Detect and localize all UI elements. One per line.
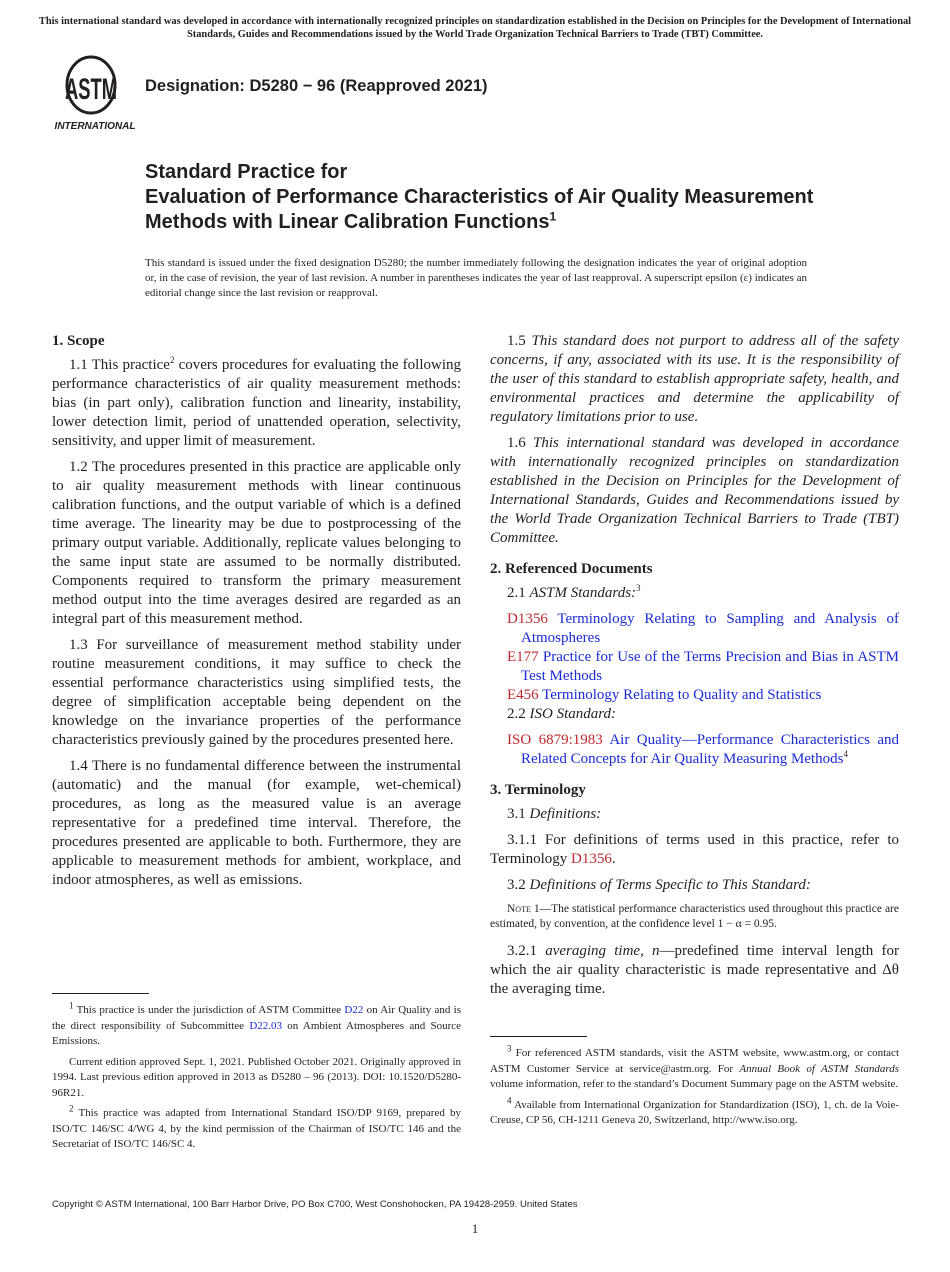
referenced-document	[490, 731, 899, 769]
text-run: Current edition approved Sept. 1, 2021. Published October 2021. Originally approved in 1994. Last previous edition approved in 2013 as D5280 – 96 (2013). DOI: 10.1520/D5280-96R21.	[52, 1055, 461, 1099]
footnote-marker: 4	[843, 749, 848, 759]
title-footnote-marker: 1	[549, 209, 557, 224]
paragraph	[52, 1000, 461, 1050]
text-run: 2. Referenced Documents	[490, 561, 653, 577]
document-link[interactable]: D1356	[571, 851, 612, 867]
section-heading	[52, 332, 461, 351]
paragraph	[490, 1043, 899, 1093]
svg-text:ASTM: ASTM	[65, 73, 117, 106]
footnote-marker: 3	[636, 583, 641, 593]
document-title	[145, 160, 845, 235]
paragraph	[490, 434, 899, 548]
copyright: Copyright © ASTM International, 100 Barr Harbor Drive, PO Box C700, West Conshohocken, PA 19428-2959. United States	[52, 1199, 578, 1210]
document-link[interactable]: D22	[344, 1004, 364, 1016]
text-run: 1.3 For surveillance of measurement method stability under routine measurement conditions, it may suffice to check the essential performance characteristics using simplified tests, the degree of simplification acceptable being dependent on the knowledge on the invariance properties of the performance characteristics previously gained by the procedures presented here.	[52, 637, 461, 748]
referenced-document	[490, 610, 899, 648]
text-run: 1.1 This practice	[69, 357, 170, 373]
text-run: 1.5	[507, 333, 532, 349]
note	[490, 902, 899, 932]
footnote-marker: 3	[507, 1043, 512, 1054]
footnote-marker: 1	[69, 1000, 74, 1011]
footnotes-right	[490, 1043, 899, 1134]
footnote-divider	[52, 993, 149, 994]
text-run: 1.4 There is no fundamental difference between the instrumental (automatic) and the manual (for example, wet-chemical) procedures, as long as the measured value is an average representative for a predefined time interval. Therefore, the procedures presented are applicable to both. Furthermore, they are applicable to measurement methods for ambient, workplace, and indoor atmospheres, as well as emissions.	[52, 758, 461, 888]
text-run: For referenced ASTM standards, visit the ASTM website, www.astm.org, or contact ASTM Customer Service at service@astm.org. For	[490, 1047, 899, 1075]
text-run: 1. Scope	[52, 333, 105, 349]
astm-logo	[55, 55, 135, 133]
document-link[interactable]: ISO 6879:1983	[507, 732, 603, 748]
text-run: Definitions of Terms Specific to This Standard:	[529, 877, 811, 893]
paragraph	[490, 876, 899, 895]
text-run: on Air Quality and is the direct responsibility of Subcommittee	[52, 1004, 461, 1032]
right-column	[490, 332, 899, 1006]
text-run: 1.2 The procedures presented in this practice are applicable only to air quality measurement methods with linear continuous calibration functions, and the output variable of which is a defined time average. The linearity may be due to postprocessing of the primary output variable. Additionally, replicate values belonging to the same input state are assumed to be normally distributed. Components required to transform the primary measurement method output into the time averages desired are regarded as an integral part of this measurement method.	[52, 459, 461, 627]
title-line-2: Evaluation of Performance Characteristics of Air Quality Measurement Methods with Linear Calibration Functions	[145, 186, 814, 233]
text-run: Available from International Organization for Standardization (ISO), 1, ch. de la Voie-Creuse, CP 56, CH-1211 Geneva 20, Switzerland, http://www.iso.org.	[490, 1098, 899, 1126]
referenced-document	[490, 686, 899, 705]
paragraph	[52, 356, 461, 451]
footnote-marker: 4	[507, 1094, 512, 1105]
paragraph	[490, 332, 899, 427]
text-run: 3.1.1 For definitions of terms used in this practice, refer to Terminology	[490, 832, 899, 867]
text-run: covers procedures for evaluating the following performance characteristics of air quality measurement methods: bias (in part only), calibration function and linearity, instability, lower detection limit, period of unattended operation, selectivity, sensitivity, and upper limit of measurement.	[52, 357, 461, 449]
page-number: 1	[471, 1221, 479, 1236]
header-note: This international standard was developed in accordance with internationally recognized principles on standardization established in the Decision on Principles for the Development of International Standards, Guides and Recommendations issued by the World Trade Organization Technical Barriers to Trade (TBT) Committee.	[38, 16, 912, 40]
paragraph	[490, 831, 899, 869]
document-link[interactable]: Terminology Relating to Quality and Statistics	[538, 687, 822, 703]
section-heading	[490, 560, 899, 579]
text-run: .	[611, 851, 616, 867]
svg-text:INTERNATIONAL: INTERNATIONAL	[54, 121, 136, 132]
text-run: 3. Terminology	[490, 782, 586, 798]
document-link[interactable]: E177	[507, 649, 539, 665]
text-run: This practice is under the jurisdiction of ASTM Committee	[73, 1004, 345, 1016]
text-run: 2.1	[507, 585, 530, 601]
title-line-1: Standard Practice for	[145, 161, 348, 183]
paragraph	[52, 1055, 461, 1102]
paragraph	[490, 805, 899, 824]
text-run: Annual Book of ASTM Standards	[739, 1062, 899, 1075]
text-run: 3.1	[507, 806, 530, 822]
issuance-statement: This standard is issued under the fixed designation D5280; the number immediately following the designation indicates the year of original adoption or, in the case of revision, the year of last revision. A number in parentheses indicates the year of last reapproval. A superscript epsilon (ε) indicates an editorial change since the last revision or reapproval.	[145, 257, 807, 299]
paragraph	[490, 584, 899, 603]
text-run: ASTM Standards:	[529, 585, 637, 601]
document-link[interactable]: Air Quality—Performance Characteristics and Related Concepts for Air Quality Measuring Methods	[521, 732, 900, 767]
paragraph	[52, 757, 461, 890]
document-link[interactable]: E456	[507, 687, 539, 703]
designation: Designation: D5280 − 96 (Reapproved 2021)	[145, 77, 488, 95]
text-run: on Ambient Atmospheres and Source Emissions.	[52, 1019, 461, 1047]
left-column	[52, 332, 461, 897]
paragraph	[490, 705, 899, 724]
text-run: This standard does not purport to address all of the safety concerns, if any, associated with its use. It is the responsibility of the user of this standard to establish appropriate safety, health, and environmental practices and determine the applicability of regulatory limitations prior to use.	[490, 333, 900, 425]
footnote-marker: 2	[169, 355, 175, 365]
text-run: 3.2.1	[507, 943, 546, 959]
text-run: 2.2	[507, 706, 530, 722]
text-run: Note 1	[507, 903, 540, 915]
footnote-divider	[490, 1036, 587, 1037]
referenced-document	[490, 648, 899, 686]
text-run: ISO Standard:	[529, 706, 617, 722]
text-run: Definitions:	[529, 806, 602, 822]
paragraph	[52, 458, 461, 629]
text-run: This practice was adapted from International Standard ISO/DP 9169, prepared by ISO/TC 146/SC 4/WG 4, by the kind permission of the Chairman of ISO/TC 146 and the Secretariat of ISO/TC 146/SC 4.	[52, 1107, 461, 1150]
paragraph	[52, 1103, 461, 1153]
text-run: 1.6	[507, 435, 534, 451]
text-run: averaging time, n	[545, 943, 660, 959]
footnotes-left	[52, 1000, 461, 1158]
document-link[interactable]: D1356	[507, 611, 548, 627]
paragraph	[52, 636, 461, 750]
title-main	[145, 185, 845, 235]
document-link[interactable]: D22.03	[249, 1019, 283, 1032]
text-run: volume information, refer to the standard’s Document Summary page on the ASTM website.	[490, 1078, 899, 1090]
paragraph	[490, 942, 899, 999]
document-link[interactable]: Practice for Use of the Terms Precision and Bias in ASTM Test Methods	[521, 649, 899, 684]
text-run: —The statistical performance characteristics used throughout this practice are estimated, by convention, at the confidence level 1 − α = 0.95.	[490, 903, 899, 930]
document-link[interactable]: Terminology Relating to Sampling and Analysis of Atmospheres	[521, 611, 899, 646]
paragraph	[490, 1094, 899, 1129]
text-run: This international standard was developed in accordance with internationally recognized principles on standardization established in the Decision on Principles for the Development of International Standards, Guides and Recommendations issued by the World Trade Organization Technical Barriers to Trade (TBT) Committee.	[490, 435, 899, 546]
section-heading	[490, 781, 899, 800]
text-run: 3.2	[507, 877, 530, 893]
text-run: —predefined time interval length for which the air quality characteristic is made representative and Δθ the averaging time.	[490, 943, 899, 997]
footnote-marker: 2	[69, 1103, 74, 1114]
